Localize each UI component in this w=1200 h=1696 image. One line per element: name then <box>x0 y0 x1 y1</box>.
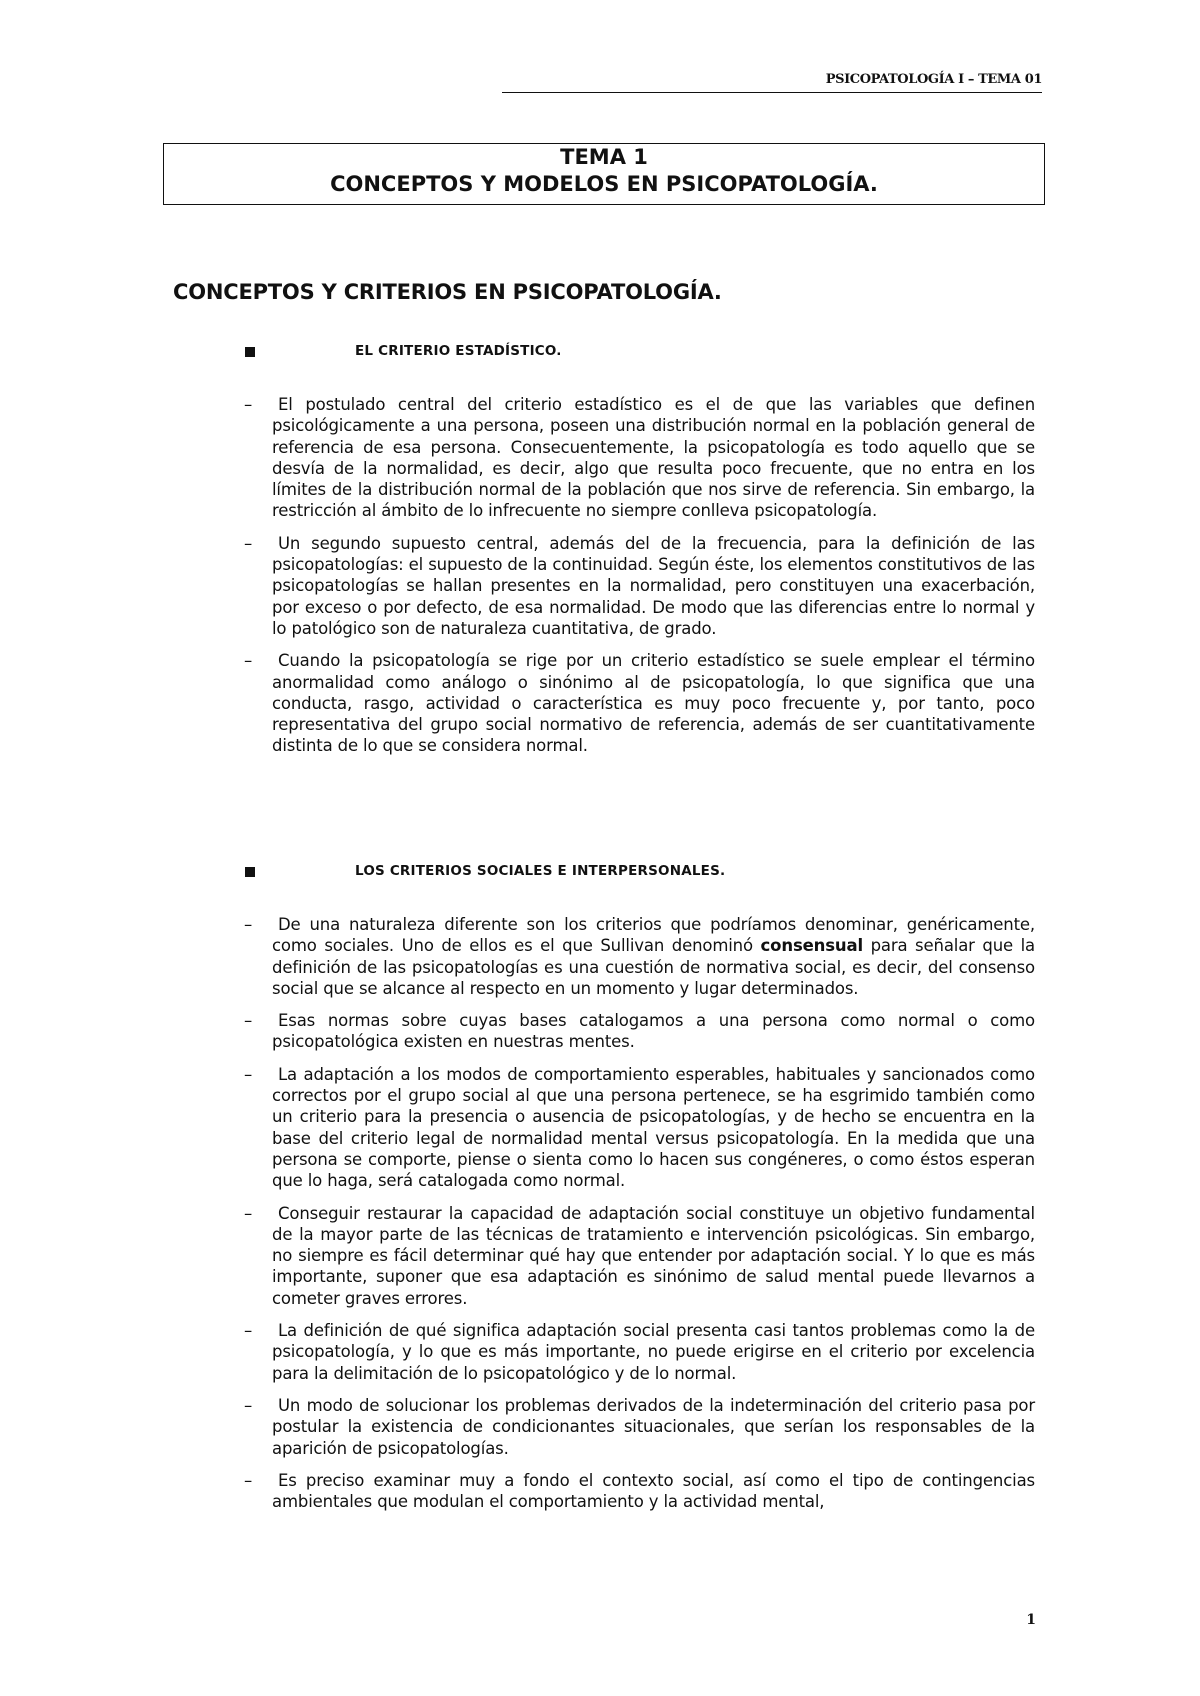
dash-bullet: – <box>244 1011 253 1031</box>
paragraph-text: Cuando la psicopatología se rige por un criterio estadístico se suele emplear el término anormalidad como análogo o sinónimo al de psicopatología, lo que significa que una conducta, rasgo, actividad o característica es muy poco frecuente y, por tanto, poco representativa del grupo social normativo de referencia, además de ser cuantitativamente distinta de lo que se considera normal. <box>272 651 1035 756</box>
square-bullet-icon <box>245 867 255 877</box>
paragraph-text: Conseguir restaurar la capacidad de adaptación social constituye un objetivo fundamental de la mayor parte de las técnicas de tratamiento e intervención psicológicas. Sin embargo, no siempre es fácil determinar qué hay que entender por adaptación social. Y lo que es más importante, suponer que esa adaptación es sinónimo de salud mental puede llevarnos a cometer graves errores. <box>272 1203 1035 1308</box>
page-number: 1 <box>1026 1612 1036 1628</box>
subheading-label: EL CRITERIO ESTADÍSTICO. <box>355 343 562 359</box>
paragraph-text: Es preciso examinar muy a fondo el contexto social, así como el tipo de contingencias ambientales que modulan el comportamiento y la actividad mental, <box>272 1470 1035 1512</box>
dash-bullet: – <box>244 1470 253 1490</box>
paragraph-text: Esas normas sobre cuyas bases catalogamos a una persona como normal o como psicopatológica existen en nuestras mentes. <box>272 1011 1035 1052</box>
paragraph-text: Un modo de solucionar los problemas derivados de la indeterminación del criterio pasa por postular la existencia de condicionantes situacionales, que serían los responsables de la aparición de psicopatologías. <box>272 1395 1035 1458</box>
paragraph <box>244 1470 1035 1513</box>
paragraph <box>244 533 1035 639</box>
subheading-label: LOS CRITERIOS SOCIALES E INTERPERSONALES. <box>355 863 726 879</box>
paragraph-text-start: De una naturaleza diferente son los criterios que podríamos denominar, genéricamente, como sociales. Uno de ellos es el que Sullivan denominó <box>272 915 1035 956</box>
paragraph <box>244 914 1035 999</box>
dash-bullet: – <box>244 915 253 934</box>
dash-bullet: – <box>244 533 253 553</box>
title-line-1: TEMA 1 <box>560 145 648 169</box>
dash-bullet: – <box>244 651 253 671</box>
paragraph-text: Un segundo supuesto central, además del de la frecuencia, para la definición de las psicopatologías: el supuesto de la continuidad. Según éste, los elementos constitutivos de las psicopatologías se hallan presentes en la normalidad, pero constituyen una exacerbación, por exceso o por defecto, de esa normalidad. De modo que las diferencias entre lo normal y lo patológico son de naturaleza cuantitativa, de grado. <box>272 533 1035 638</box>
social-paragraphs <box>244 914 1035 1523</box>
title-line-2: CONCEPTOS Y MODELOS EN PSICOPATOLOGÍA. <box>330 172 878 196</box>
paragraph-text-end: para señalar que la definición de las psicopatologías es una cuestión de normativa social, es decir, del consenso social que se alcance al respecto en un momento y lugar determinados. <box>272 936 1035 998</box>
dash-bullet: – <box>244 1203 253 1223</box>
dash-bullet: – <box>244 1064 253 1084</box>
paragraph <box>244 1395 1035 1459</box>
dash-bullet: – <box>244 1321 253 1341</box>
header-rule <box>502 92 1042 93</box>
paragraph <box>244 1064 1035 1192</box>
section-heading: CONCEPTOS Y CRITERIOS EN PSICOPATOLOGÍA. <box>173 280 722 304</box>
square-bullet-icon <box>245 347 255 357</box>
paragraph <box>244 1010 1035 1053</box>
paragraph <box>244 650 1035 756</box>
dash-bullet: – <box>244 395 253 414</box>
dash-bullet: – <box>244 1395 253 1415</box>
consensual-term: consensual <box>760 936 864 956</box>
paragraph-text: La definición de qué significa adaptación social presenta casi tantos problemas como la de psicopatología, y lo que es más importante, no puede erigirse en el criterio por excelencia para la delimitación de lo psicopatológico y de lo normal. <box>272 1321 1035 1383</box>
paragraph <box>244 1320 1035 1384</box>
paragraph-text <box>272 914 1035 999</box>
statistical-paragraphs <box>244 394 1035 768</box>
paragraph-text: El postulado central del criterio estadístico es el de que las variables que definen psicológicamente a una persona, poseen una distribución normal en la población general de referencia de esa persona. Consecuentemente, la psicopatología es todo aquello que se desvía de la normalidad, es decir, algo que resulta poco frecuente, que no entra en los límites de la distribución normal de la población que nos sirve de referencia. Sin embargo, la restricción al ámbito de lo infrecuente no siempre conlleva psicopatología. <box>272 395 1035 521</box>
title-box <box>163 143 1045 205</box>
paragraph <box>244 1203 1035 1309</box>
paragraph <box>244 394 1035 522</box>
running-header: PSICOPATOLOGÍA I – TEMA 01 <box>825 72 1042 87</box>
paragraph-text: La adaptación a los modos de comportamiento esperables, habituales y sancionados como correctos por el grupo social al que una persona pertenece, se ha esgrimido también como un criterio para la presencia o ausencia de psicopatologías, y de hecho se encuentra en la base del criterio legal de normalidad mental versus psicopatología. En la medida que una persona se comporte, piense o sienta como lo hacen sus congéneres, o como éstos esperan que lo haga, será catalogada como normal. <box>272 1064 1035 1191</box>
